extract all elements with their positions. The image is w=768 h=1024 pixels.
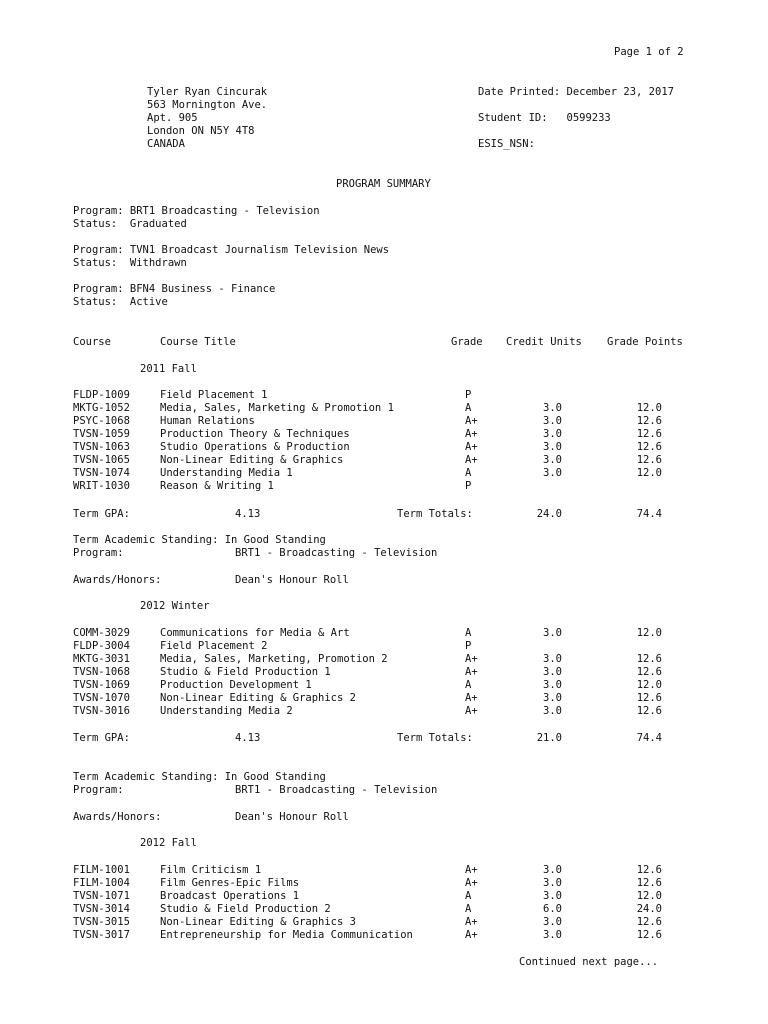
course-grade: A: [465, 679, 472, 691]
course-title: Broadcast Operations 1: [160, 890, 300, 902]
course-title: Studio & Field Production 2: [160, 903, 331, 915]
term-heading: 2012 Fall: [140, 837, 197, 849]
course-title: Non-Linear Editing & Graphics: [160, 454, 344, 466]
term-gpa-value: 4.13: [235, 508, 261, 520]
course-code: FLDP-3004: [73, 640, 130, 652]
course-code: TVSN-1059: [73, 428, 130, 440]
student-id: Student ID: 0599233: [478, 112, 611, 124]
table-row: [0, 916, 768, 929]
term-program-label: Program:: [73, 547, 124, 559]
date-printed: Date Printed: December 23, 2017: [478, 86, 674, 98]
course-credit-units: 3.0: [543, 428, 562, 440]
course-title: Media, Sales, Marketing & Promotion 1: [160, 402, 394, 414]
course-code: FILM-1004: [73, 877, 130, 889]
status-line: Status: Withdrawn: [73, 257, 187, 269]
column-header-grade: Grade: [451, 336, 483, 348]
program-line: Program: TVN1 Broadcast Journalism Television News: [73, 244, 390, 256]
course-grade-points: 12.0: [636, 627, 662, 639]
course-grade-points: 12.6: [636, 705, 662, 717]
course-grade: P: [465, 389, 472, 401]
course-title: Production Development 1: [160, 679, 312, 691]
term-total-credit-units: 24.0: [536, 508, 562, 520]
course-grade: A: [465, 890, 472, 902]
continued-notice: Continued next page...: [519, 956, 659, 968]
term-heading: 2012 Winter: [140, 600, 210, 612]
course-code: TVSN-1068: [73, 666, 130, 678]
term-program-value: BRT1 - Broadcasting - Television: [235, 547, 438, 559]
course-title: Field Placement 2: [160, 640, 268, 652]
term-program-value: BRT1 - Broadcasting - Television: [235, 784, 438, 796]
course-title: Understanding Media 2: [160, 705, 293, 717]
course-code: TVSN-1069: [73, 679, 130, 691]
course-code: MKTG-3031: [73, 653, 130, 665]
table-row: [0, 666, 768, 679]
course-grade: A+: [465, 415, 478, 427]
course-grade-points: 12.0: [636, 467, 662, 479]
course-grade: A+: [465, 428, 478, 440]
section-heading: PROGRAM SUMMARY: [336, 178, 431, 190]
course-credit-units: 3.0: [543, 864, 562, 876]
course-code: TVSN-3014: [73, 903, 130, 915]
course-grade: A: [465, 467, 472, 479]
course-credit-units: 3.0: [543, 929, 562, 941]
term-totals-label: Term Totals:: [397, 732, 473, 744]
awards-label: Awards/Honors:: [73, 811, 162, 823]
course-title: Communications for Media & Art: [160, 627, 350, 639]
course-code: TVSN-1065: [73, 454, 130, 466]
table-row: [0, 679, 768, 692]
table-row: [0, 705, 768, 718]
column-header-course: Course: [73, 336, 111, 348]
course-credit-units: 3.0: [543, 627, 562, 639]
course-title: Understanding Media 1: [160, 467, 293, 479]
term-gpa-label: Term GPA:: [73, 508, 130, 520]
address-line: CANADA: [147, 138, 185, 150]
course-title: Media, Sales, Marketing, Promotion 2: [160, 653, 388, 665]
table-row: [0, 415, 768, 428]
term-gpa-label: Term GPA:: [73, 732, 130, 744]
course-credit-units: 3.0: [543, 692, 562, 704]
course-grade: A: [465, 402, 472, 414]
course-title: Non-Linear Editing & Graphics 3: [160, 916, 356, 928]
course-grade-points: 12.6: [636, 929, 662, 941]
address-line: 563 Mornington Ave.: [147, 99, 268, 111]
term-gpa-value: 4.13: [235, 732, 261, 744]
table-row: [0, 454, 768, 467]
course-code: TVSN-3017: [73, 929, 130, 941]
course-grade: A+: [465, 454, 478, 466]
course-title: Production Theory & Techniques: [160, 428, 350, 440]
course-title: Film Criticism 1: [160, 864, 262, 876]
column-header-row: [0, 336, 768, 349]
course-credit-units: 3.0: [543, 877, 562, 889]
course-credit-units: 3.0: [543, 402, 562, 414]
course-grade-points: 12.6: [636, 864, 662, 876]
course-code: COMM-3029: [73, 627, 130, 639]
course-credit-units: 3.0: [543, 653, 562, 665]
course-grade-points: 12.0: [636, 402, 662, 414]
course-grade: A+: [465, 916, 478, 928]
course-grade: P: [465, 480, 472, 492]
course-code: TVSN-1070: [73, 692, 130, 704]
awards-value: Dean's Honour Roll: [235, 811, 349, 823]
course-code: PSYC-1068: [73, 415, 130, 427]
course-title: Field Placement 1: [160, 389, 268, 401]
course-code: FLDP-1009: [73, 389, 130, 401]
course-code: MKTG-1052: [73, 402, 130, 414]
page-number: Page 1 of 2: [614, 46, 684, 58]
course-credit-units: 3.0: [543, 467, 562, 479]
table-row: [0, 890, 768, 903]
table-row: [0, 653, 768, 666]
term-totals-row: [0, 508, 768, 521]
status-line: Status: Active: [73, 296, 168, 308]
course-grade-points: 12.6: [636, 916, 662, 928]
term-total-credit-units: 21.0: [536, 732, 562, 744]
course-code: TVSN-1071: [73, 890, 130, 902]
course-title: Human Relations: [160, 415, 255, 427]
term-total-grade-points: 74.4: [636, 508, 662, 520]
course-code: WRIT-1030: [73, 480, 130, 492]
course-code: TVSN-3016: [73, 705, 130, 717]
course-grade-points: 12.6: [636, 692, 662, 704]
course-grade-points: 12.6: [636, 415, 662, 427]
course-grade: A+: [465, 441, 478, 453]
table-row: [0, 929, 768, 942]
awards-label: Awards/Honors:: [73, 574, 162, 586]
course-grade-points: 12.0: [636, 890, 662, 902]
course-credit-units: 3.0: [543, 890, 562, 902]
program-line: Program: BRT1 Broadcasting - Television: [73, 205, 320, 217]
course-credit-units: 3.0: [543, 441, 562, 453]
course-code: FILM-1001: [73, 864, 130, 876]
course-title: Studio Operations & Production: [160, 441, 350, 453]
course-grade: A+: [465, 864, 478, 876]
course-title: Non-Linear Editing & Graphics 2: [160, 692, 356, 704]
program-line: Program: BFN4 Business - Finance: [73, 283, 276, 295]
course-title: Film Genres-Epic Films: [160, 877, 300, 889]
table-row: [0, 692, 768, 705]
table-row: [0, 627, 768, 640]
table-row: [0, 480, 768, 493]
esis-nsn: ESIS_NSN:: [478, 138, 535, 150]
term-standing: Term Academic Standing: In Good Standing: [73, 534, 326, 546]
term-totals-row: [0, 732, 768, 745]
course-grade-points: 12.6: [636, 877, 662, 889]
course-grade: A+: [465, 666, 478, 678]
table-row: [0, 428, 768, 441]
address-line: London ON N5Y 4T8: [147, 125, 255, 137]
table-row: [0, 389, 768, 402]
column-header-grade-points: Grade Points: [607, 336, 683, 348]
course-grade: A: [465, 903, 472, 915]
course-credit-units: 3.0: [543, 666, 562, 678]
course-grade: P: [465, 640, 472, 652]
course-code: TVSN-1063: [73, 441, 130, 453]
term-total-grade-points: 74.4: [636, 732, 662, 744]
term-heading: 2011 Fall: [140, 363, 197, 375]
course-grade-points: 12.6: [636, 441, 662, 453]
course-title: Studio & Field Production 1: [160, 666, 331, 678]
table-row: [0, 640, 768, 653]
term-program-label: Program:: [73, 784, 124, 796]
table-row: [0, 864, 768, 877]
course-grade-points: 12.6: [636, 454, 662, 466]
status-line: Status: Graduated: [73, 218, 187, 230]
course-credit-units: 3.0: [543, 415, 562, 427]
course-grade-points: 12.0: [636, 679, 662, 691]
course-grade: A+: [465, 929, 478, 941]
course-code: TVSN-3015: [73, 916, 130, 928]
student-name: Tyler Ryan Cincurak: [147, 86, 268, 98]
table-row: [0, 877, 768, 890]
course-grade-points: 24.0: [636, 903, 662, 915]
course-code: TVSN-1074: [73, 467, 130, 479]
course-grade: A+: [465, 705, 478, 717]
course-grade-points: 12.6: [636, 666, 662, 678]
table-row: [0, 441, 768, 454]
awards-value: Dean's Honour Roll: [235, 574, 349, 586]
course-grade: A+: [465, 877, 478, 889]
course-grade: A+: [465, 653, 478, 665]
course-grade-points: 12.6: [636, 428, 662, 440]
term-standing: Term Academic Standing: In Good Standing: [73, 771, 326, 783]
course-credit-units: 3.0: [543, 916, 562, 928]
column-header-credit-units: Credit Units: [506, 336, 582, 348]
course-grade: A: [465, 627, 472, 639]
column-header-title: Course Title: [160, 336, 236, 348]
address-line: Apt. 905: [147, 112, 198, 124]
course-credit-units: 3.0: [543, 454, 562, 466]
course-credit-units: 3.0: [543, 705, 562, 717]
course-title: Reason & Writing 1: [160, 480, 274, 492]
course-grade-points: 12.6: [636, 653, 662, 665]
term-totals-label: Term Totals:: [397, 508, 473, 520]
course-credit-units: 3.0: [543, 679, 562, 691]
table-row: [0, 903, 768, 916]
course-credit-units: 6.0: [543, 903, 562, 915]
table-row: [0, 402, 768, 415]
course-grade: A+: [465, 692, 478, 704]
table-row: [0, 467, 768, 480]
course-title: Entrepreneurship for Media Communication: [160, 929, 413, 941]
